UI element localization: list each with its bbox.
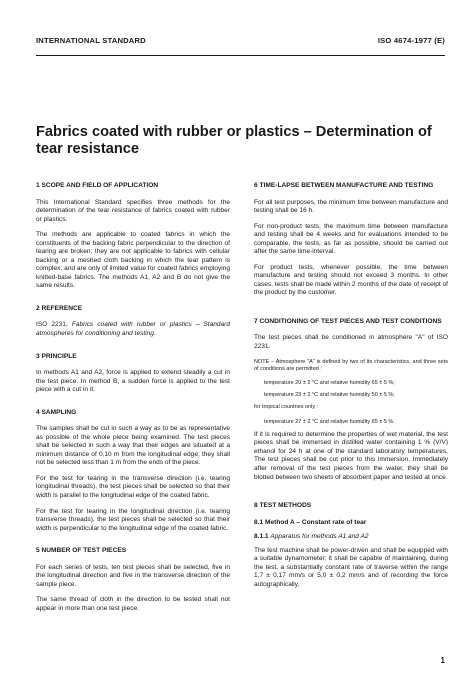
subsection-title: Apparatus for methods A1 and A2 xyxy=(270,533,369,541)
section-1-heading: 1 SCOPE AND FIELD OF APPLICATION xyxy=(36,182,159,189)
section-7-paragraph: The test pieces shall be conditioned in atmosphere "A" of ISO 2231. xyxy=(254,334,448,351)
header-rule xyxy=(36,55,445,56)
section-7-heading: 7 CONDITIONING OF TEST PIECES AND TEST CONDITIONS xyxy=(254,317,442,325)
section-6-paragraph: For all test purposes, the minimum time between manufacture and testing shall be 16 h. xyxy=(254,198,448,215)
section-5-heading: 5 NUMBER OF TEST PIECES xyxy=(36,547,127,555)
section-3-heading: 3 PRINCIPLE xyxy=(36,352,77,360)
reference-number: ISO 2231, xyxy=(36,321,68,329)
section-8-1-heading: 8.1 Method A – Constant rate of tear xyxy=(254,518,367,526)
section-6-paragraph: For non-product tests, the maximum time between manufacture and testing shall be 4 weeks and for evaluations intended to be comparable, the tests, as far as possible, should be carried out after the same time-interval. xyxy=(254,222,448,256)
right-column xyxy=(254,182,448,596)
header-standard-label: INTERNATIONAL STANDARD xyxy=(36,36,146,45)
condition-item: temperature 23 ± 2 °C and relative humidity 50 ± 5 %; xyxy=(264,392,395,399)
section-3-paragraph: In methods A1 and A2, force is applied to extend steadily a cut in the test piece. In method B, a sudden force is applied to the test piece with a cut in it. xyxy=(36,369,230,394)
section-4-paragraph: For the test for tearing in the transverse direction (i.e. tearing longitudinal threads), the test pieces shall be selected so that their width is parallel to the longitudinal edge of the coated fabric. xyxy=(36,474,230,500)
section-6-paragraph: For product tests, whenever possible, the time between manufacture and testing should not exceed 3 months. In other cases, tests shall be made within 2 months of the date of receipt of the product by the customer. xyxy=(254,263,448,297)
subsection-number: 8.1.1 xyxy=(254,533,269,541)
condition-item: temperature 27 ± 2 °C and relative humidity 65 ± 5 %. xyxy=(264,418,395,425)
section-2-heading: 2 REFERENCE xyxy=(36,304,83,312)
left-column xyxy=(36,182,230,620)
section-6-heading: 6 TIME-LAPSE BETWEEN MANUFACTURE AND TESTING xyxy=(254,182,434,189)
section-8-heading: 8 TEST METHODS xyxy=(254,502,312,510)
section-5-paragraph: The same thread of cloth in the direction to be tested shall not appear in more than one test piece. xyxy=(36,596,230,612)
page-number: 1 xyxy=(440,656,445,665)
section-8-1-1-paragraph: The test machine shall be power-driven and shall be equipped with a suitable dynamometer; it shall be capable of maintaining, during the test, a substantially constant rate of traverse within the range 1,7 ± 0,17 mm/s or 5,0 ± 0,2 mm/s and of recording the force autographically. xyxy=(254,546,448,588)
section-1-paragraph: The methods are applicable to coated fabrics in which the constituents of the backing fabric perpendicular to the direction of tearing are broken; they are not applicable to fabrics with cellular backing or a meshed cloth backing in which the tear pattern is complex, and are only of limited value for coated fabrics employing knitted-base fabrics. The methods A1, A2 and B do not give the same results. xyxy=(36,231,230,290)
section-2-reference xyxy=(36,321,230,338)
section-8-1-1-heading xyxy=(254,533,448,542)
section-1-paragraph: This International Standard specifies three methods for the determination of the tear resistance of fabrics coated with rubber or plastics. xyxy=(36,198,230,223)
document-title: Fabrics coated with rubber or plastics – Determination of tear resistance xyxy=(36,124,432,157)
section-4-paragraph: For the test for tearing in the longitudinal direction (i.e. tearing transverse threads), the test pieces shall be selected so that their width is perpendicular to the longitudinal edge of the coated fabric. xyxy=(36,507,230,532)
section-7-paragraph: If it is required to determine the properties of wet material, the test pieces shall be immersed in distilled water containing 1 % (V/V) ethanol for 24 h at one of the standard laboratory temperatures. The test pieces shall be cut prior to this immersion. Immediately after removal of the test pieces from the water, they shall be blotted between two sheets of absorbent paper and tested at once. xyxy=(254,430,448,481)
section-7-note: NOTE – Atmosphere "A" is defined by two of its characteristics, and three sets of conditions are permitted : xyxy=(254,358,448,372)
header-document-id: ISO 4674-1977 (E) xyxy=(377,36,445,45)
reference-title: Fabrics coated with rubber or plastics – Standard atmospheres for conditioning and testing. xyxy=(36,321,230,338)
section-4-paragraph: The samples shall be cut in such a way as to be as representative as possible of the whole piece being examined. The test pieces shall be selected in such a way that their edges are situated at a minimum distance of 0,10 m from the longitudinal edge; they shall not be selected less than 1 m from the ends of the piece. xyxy=(36,425,230,467)
tropical-note: for tropical countries only : xyxy=(254,404,319,411)
section-5-paragraph: For each series of tests, ten test pieces shall be selected, five in the longitudinal direction and five in the transverse direction of the sample piece. xyxy=(36,563,230,588)
condition-item: temperature 20 ± 2 °C and relative humidity 65 ± 5 %; xyxy=(264,379,395,386)
section-4-heading: 4 SAMPLING xyxy=(36,408,77,416)
